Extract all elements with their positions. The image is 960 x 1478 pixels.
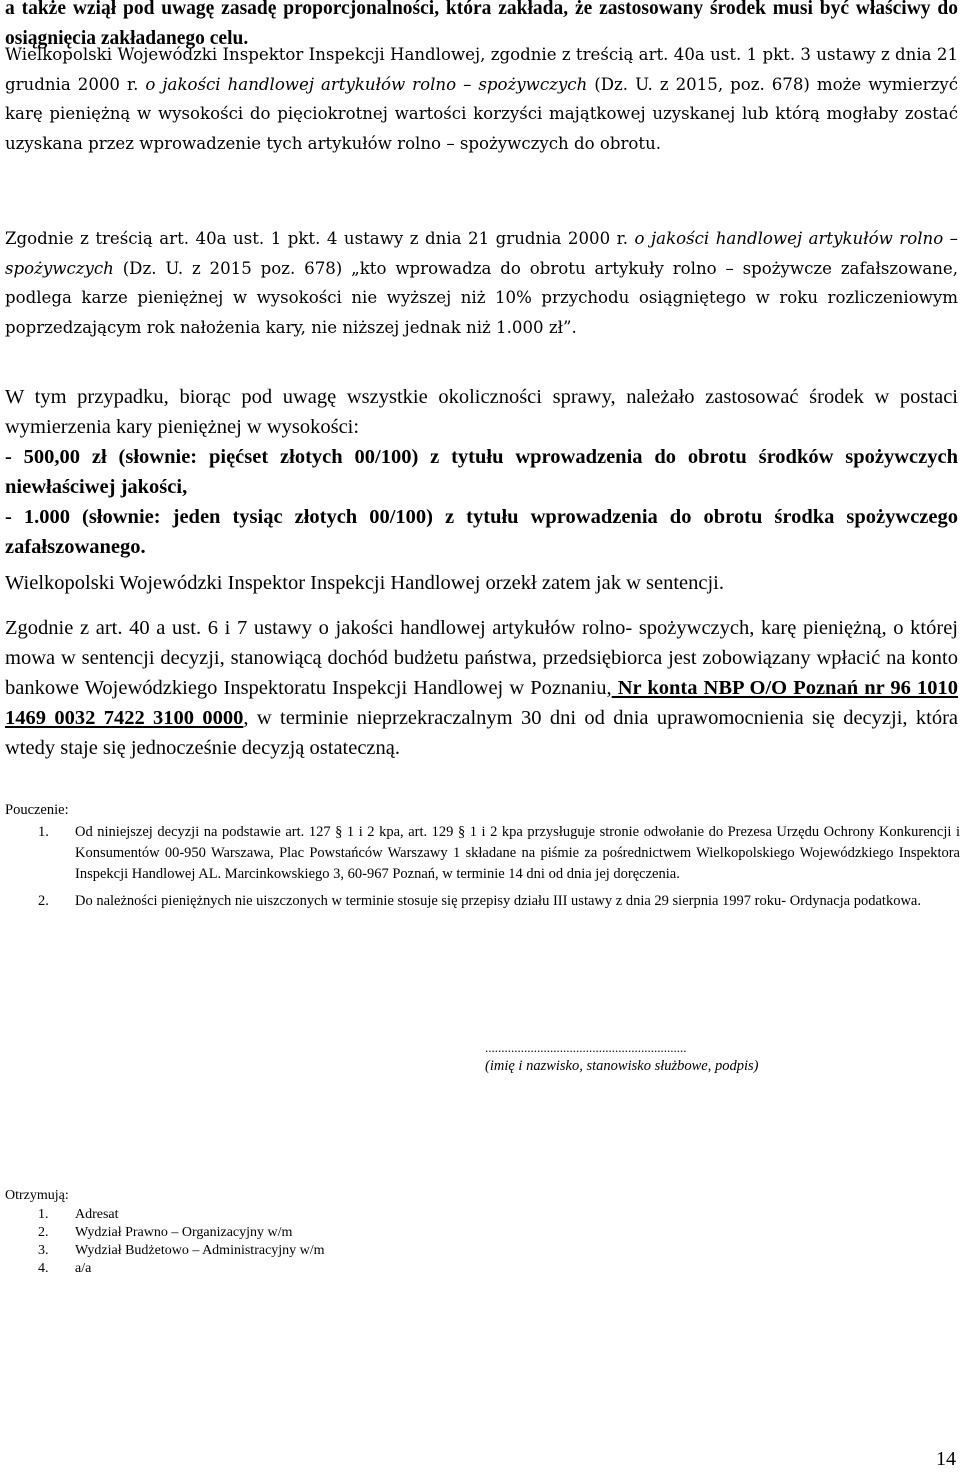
list-item-number: 4. bbox=[38, 1261, 49, 1276]
paragraph-adulteration bbox=[5, 224, 958, 342]
paragraph-ruling: Wielkopolski Wojewódzki Inspektor Inspekcji Handlowej orzekł zatem jak w sentencji. bbox=[5, 572, 725, 594]
list-item-text: Od niniejszej decyzji na podstawie art. 127 § 1 i 2 kpa, art. 129 § 1 i 2 kpa przysługuje stronie odwołanie do Prezesa Urzędu Ochrony Konkurencji i Konsumentów 00-950 Warszawa, Plac Powstańców Warszawy 1 składane na piśmie za pośrednictwem Wielkopolskiego Wojewódzkiego Inspektora Inspekcji Handlowej AL. Marcinkowskiego 3, 60-967 Poznań, w terminie 14 dni od dnia jej doręczenia. bbox=[75, 824, 960, 882]
page-number: 14 bbox=[936, 1448, 956, 1470]
list-item bbox=[5, 1224, 325, 1242]
list-item-number: 3. bbox=[38, 1243, 49, 1258]
list-item-number: 1. bbox=[38, 824, 49, 840]
pouczenie-title: Pouczenie: bbox=[5, 802, 69, 818]
paragraph-text: Zgodnie z treścią art. 40a ust. 1 pkt. 4 ustawy z dnia 21 grudnia 2000 r. bbox=[5, 229, 635, 248]
penalty-item-2: - 1.000 (słownie: jeden tysiąc złotych 00/100) z tytułu wprowadzenia do obrotu środka spożywczego zafałszowanego. bbox=[5, 506, 958, 558]
recipients-title: Otrzymują: bbox=[5, 1188, 69, 1203]
list-item-text: Adresat bbox=[75, 1207, 119, 1222]
act-title-italic: o jakości handlowej artykułów rolno – spożywczych bbox=[5, 229, 958, 278]
penalty-intro: W tym przypadku, biorąc pod uwagę wszystkie okoliczności sprawy, należało zastosować środek w postaci wymierzenia kary pieniężnej w wysokości: bbox=[5, 386, 958, 438]
paragraph-text: Zgodnie z art. 40 a ust. 6 i 7 ustawy o jakości handlowej artykułów rolno- spożywczych, karę pieniężną, o której mowa w sentencji decyzji, stanowiącą dochód budżetu państwa, przedsiębiorca jest zobowiązany wpłacić na konto bankowe Wojewódzkiego Inspektoratu Inspekcji Handlowej w Poznaniu, bbox=[5, 617, 958, 699]
list-item-number: 2. bbox=[38, 1225, 49, 1240]
penalty-item-1: - 500,00 zł (słownie: pięćset złotych 00/100) z tytułu wprowadzenia do obrotu środków spożywczych niewłaściwej jakości, bbox=[5, 446, 958, 498]
list-item bbox=[5, 822, 960, 885]
list-item-text: Wydział Budżetowo – Administracyjny w/m bbox=[75, 1243, 325, 1258]
bank-account-number: Nr konta NBP O/O Poznań nr 96 1010 1469 0032 7422 3100 0000 bbox=[5, 677, 958, 729]
paragraph-text: Wielkopolski Wojewódzki Inspektor Inspekcji Handlowej, zgodnie z treścią art. 40a ust. 1 pkt. 3 ustawy z dnia 21 grudnia 2000 r. bbox=[5, 45, 958, 94]
paragraph-text: (Dz. U. z 2015, poz. 678) może wymierzyć karę pieniężną w wysokości do pięciokrotnej wartości korzyści majątkowej uzyskanej lub którą mogłaby zostać uzyskana przez wprowadzenie tych artykułów rolno – spożywczych do obrotu. bbox=[5, 74, 958, 153]
signature-dots: .............................................................. bbox=[485, 1040, 687, 1055]
intro-bold-paragraph: a także wziął pod uwagę zasadę proporcjonalności, która zakłada, że zastosowany środek musi być właściwy do osiągnięcia zakładanego celu. bbox=[5, 0, 958, 49]
recipients-list bbox=[5, 1206, 325, 1278]
pouczenie-list bbox=[5, 822, 960, 918]
list-item-text: Wydział Prawno – Organizacyjny w/m bbox=[75, 1225, 293, 1240]
list-item bbox=[5, 1206, 325, 1224]
list-item-text: Do należności pieniężnych nie uiszczonych w terminie stosuje się przepisy działu III ustawy z dnia 29 sierpnia 1997 roku- Ordynacja podatkowa. bbox=[75, 893, 921, 909]
list-item-number: 1. bbox=[38, 1207, 49, 1222]
list-item-number: 2. bbox=[38, 893, 49, 909]
list-item bbox=[5, 1260, 325, 1278]
act-title-italic: o jakości handlowej artykułów rolno – spożywczych bbox=[145, 74, 588, 94]
list-item bbox=[5, 1242, 325, 1260]
paragraph-penalty-basis bbox=[5, 40, 958, 158]
list-item-text: a/a bbox=[75, 1261, 92, 1276]
signature-caption: (imię i nazwisko, stanowisko służbowe, podpis) bbox=[485, 1058, 759, 1074]
paragraph-penalty-amounts bbox=[5, 382, 958, 562]
paragraph-payment bbox=[5, 613, 958, 763]
paragraph-text: , w terminie nieprzekraczalnym 30 dni od dnia uprawomocnienia się decyzji, która wtedy staje się jednocześnie decyzją ostateczną. bbox=[5, 707, 958, 759]
paragraph-text: (Dz. U. z 2015 poz. 678) „kto wprowadza do obrotu artykuły rolno – spożywcze zafałszowane, podlega karze pieniężnej w wysokości nie wyższej niż 10% przychodu osiągniętego w roku rozliczeniowym poprzedzającym rok nałożenia kary, nie niższej jednak niż 1.000 zł”. bbox=[5, 258, 958, 337]
list-item bbox=[5, 891, 960, 912]
